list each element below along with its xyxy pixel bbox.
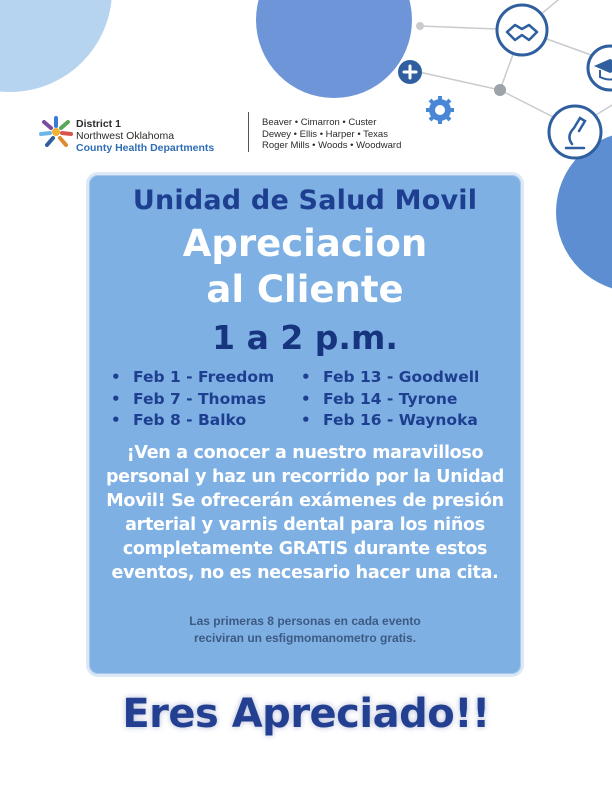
date-item: • Feb 14 - Tyrone <box>301 389 479 411</box>
county-list <box>262 117 401 152</box>
plus-icon <box>398 60 422 84</box>
note-line: reciviran un esfigmomanometro gratis. <box>193 631 417 645</box>
handshake-icon <box>497 5 547 55</box>
county-line: Beaver • Cimarron • Custer <box>262 117 377 128</box>
event-time: 1 a 2 p.m. <box>212 318 398 357</box>
tagline: Eres Apreciado!! <box>122 691 490 737</box>
event-description <box>99 441 511 585</box>
org-line-3: County Health Departments <box>76 142 215 154</box>
county-line: Roger Mills • Woods • Woodward <box>262 140 402 151</box>
header-divider <box>248 112 249 152</box>
deco-circle-top-left <box>0 0 112 92</box>
description-line: ¡Ven a conocer a nuestro maravilloso <box>126 443 484 463</box>
date-item: • Feb 7 - Thomas <box>111 389 274 411</box>
panel-heading-line-1: Apreciacion <box>182 222 428 265</box>
org-line-2: Northwest Oklahoma <box>76 130 175 142</box>
county-line: Dewey • Ellis • Harper • Texas <box>262 128 388 140</box>
gear-icon <box>426 96 454 124</box>
panel-heading-line-2: al Cliente <box>206 268 404 311</box>
microscope-icon <box>549 106 601 158</box>
panel-title: Unidad de Salud Movil <box>132 185 478 216</box>
description-line: arterial y varnis dental para los niños <box>125 515 485 535</box>
description-line: completamente GRATIS durante estos <box>122 539 488 559</box>
description-line: eventos, no es necesario hacer una cita. <box>111 563 499 583</box>
event-panel <box>86 172 524 677</box>
network-node <box>494 84 506 96</box>
deco-circle-top-center <box>256 0 412 98</box>
description-line: Movil! Se ofrecerán exámenes de presión <box>106 491 504 511</box>
dates-list-left <box>111 367 274 432</box>
org-line-1: District 1 <box>76 118 121 130</box>
date-item: • Feb 13 - Goodwell <box>301 367 479 389</box>
giveaway-note <box>99 613 511 647</box>
date-item: • Feb 1 - Freedom <box>111 367 274 389</box>
network-node <box>416 22 424 30</box>
date-item: • Feb 16 - Waynoka <box>301 410 479 432</box>
note-line: Las primeras 8 personas en cada evento <box>189 614 421 628</box>
health-logo-icon <box>36 114 76 150</box>
dates-list-right <box>301 367 479 432</box>
date-item: • Feb 8 - Balko <box>111 410 274 432</box>
graduation-cap-icon <box>588 46 612 90</box>
org-name <box>76 118 214 154</box>
description-line: personal y haz un recorrido por la Unidad <box>105 467 505 487</box>
